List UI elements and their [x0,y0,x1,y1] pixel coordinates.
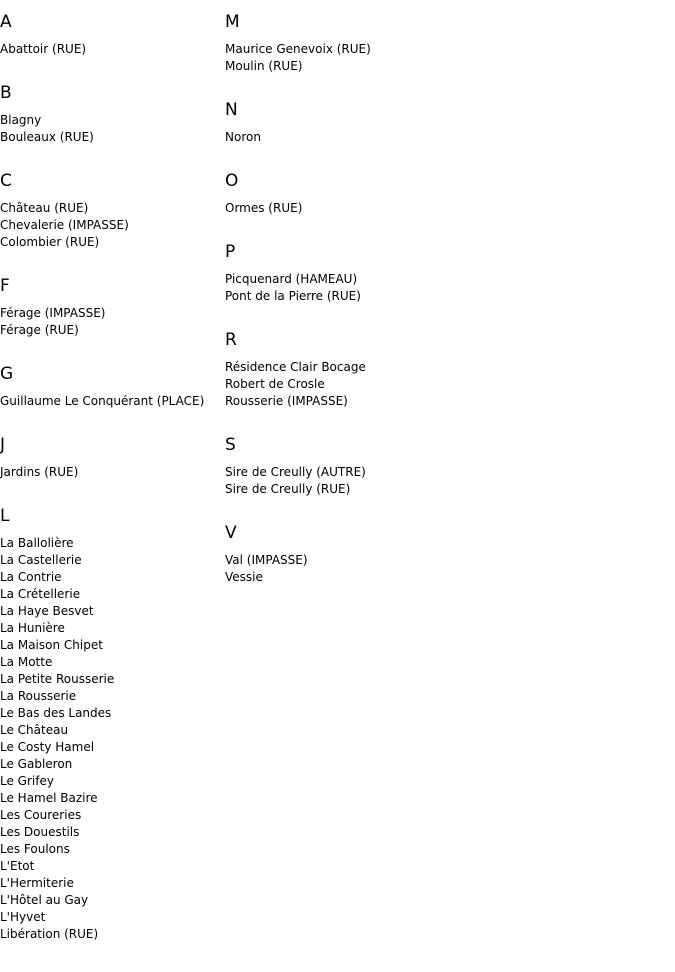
letter-group-j [0,434,225,481]
street-link[interactable]: L'Etot [0,859,35,873]
street-link[interactable]: Rousserie (IMPASSE) [225,394,348,408]
street-link[interactable]: Val (IMPASSE) [225,553,308,567]
letter-heading: P [225,242,236,262]
letter-heading: N [225,100,238,120]
letter-heading: R [225,330,237,350]
street-link[interactable]: Le Château [0,723,69,737]
letter-heading: C [0,171,12,191]
street-link[interactable]: Noron [225,130,261,144]
letter-group-o [225,170,525,217]
street-list [0,535,225,943]
street-list [0,305,225,339]
letter-heading: V [225,523,237,543]
street-link[interactable]: Le Bas des Landes [0,706,112,720]
street-link[interactable]: La Petite Rousserie [0,672,115,686]
street-link[interactable]: La Rousserie [0,689,77,703]
street-link[interactable]: Les Douestils [0,825,80,839]
street-list [225,41,525,75]
street-list [225,129,525,146]
letter-group-v [225,522,525,586]
street-link[interactable]: Férage (RUE) [0,323,79,337]
letter-group-f [0,275,225,339]
letter-group-l [0,505,225,943]
letter-heading: S [225,435,236,455]
street-link[interactable]: Bouleaux (RUE) [0,130,94,144]
street-list [225,359,525,410]
street-link[interactable]: L'Hyvet [0,910,46,924]
street-link[interactable]: Le Costy Hamel [0,740,95,754]
letter-group-c [0,170,225,251]
street-link[interactable]: Picquenard (HAMEAU) [225,272,358,286]
street-link[interactable]: Vessie [225,570,263,584]
street-link[interactable]: L'Hôtel au Gay [0,893,89,907]
street-list [0,41,225,58]
street-list [0,464,225,481]
letter-group-b [0,82,225,146]
letter-group-m [225,11,525,75]
street-link[interactable]: Libération (RUE) [0,927,99,941]
street-link[interactable]: Les Coureries [0,808,82,822]
letter-heading: M [225,12,240,32]
street-link[interactable]: Résidence Clair Bocage [225,360,366,374]
street-link[interactable]: Abattoir (RUE) [0,42,87,56]
letter-heading: J [0,435,6,455]
street-link[interactable]: Sire de Creully (RUE) [225,482,351,496]
street-list [0,393,225,410]
street-link[interactable]: La Haye Besvet [0,604,94,618]
street-list [225,552,525,586]
street-link[interactable]: Château (RUE) [0,201,89,215]
letter-heading: A [0,12,12,32]
street-link[interactable]: Le Grifey [0,774,54,788]
letter-group-a [0,11,225,58]
letter-heading: B [0,83,12,103]
letter-group-n [225,99,525,146]
street-link[interactable]: Pont de la Pierre (RUE) [225,289,361,303]
street-link[interactable]: La Crétellerie [0,587,81,601]
street-link[interactable]: Maurice Genevoix (RUE) [225,42,371,56]
street-link[interactable]: Jardins (RUE) [0,465,79,479]
street-link[interactable]: L'Hermiterie [0,876,74,890]
street-link[interactable]: Sire de Creully (AUTRE) [225,465,366,479]
street-link[interactable]: Chevalerie (IMPASSE) [0,218,129,232]
street-link[interactable]: La Contrie [0,570,62,584]
street-link[interactable]: La Hunière [0,621,65,635]
street-link[interactable]: Ormes (RUE) [225,201,303,215]
street-link[interactable]: La Ballolière [0,536,74,550]
letter-group-p [225,241,525,305]
letter-group-r [225,329,525,410]
letter-heading: O [225,171,239,191]
letter-heading: G [0,364,14,384]
street-index-right-column [225,0,525,610]
letter-heading: F [0,276,10,296]
street-link[interactable]: La Castellerie [0,553,82,567]
street-link[interactable]: Le Hamel Bazire [0,791,98,805]
street-link[interactable]: Moulin (RUE) [225,59,303,73]
street-link[interactable]: Férage (IMPASSE) [0,306,106,320]
letter-group-s [225,434,525,498]
street-list [225,464,525,498]
street-link[interactable]: Guillaume Le Conquérant (PLACE) [0,394,205,408]
letter-heading: L [0,506,10,526]
letter-group-g [0,363,225,410]
street-list [225,200,525,217]
street-link[interactable]: Le Gableron [0,757,73,771]
street-link[interactable]: Blagny [0,113,42,127]
street-link[interactable]: Colombier (RUE) [0,235,100,249]
street-list [0,200,225,251]
street-link[interactable]: La Maison Chipet [0,638,103,652]
street-link[interactable]: La Motte [0,655,53,669]
street-link[interactable]: Les Foulons [0,842,70,856]
street-list [225,271,525,305]
street-index-left-column [0,0,225,967]
street-link[interactable]: Robert de Crosle [225,377,325,391]
street-list [0,112,225,146]
